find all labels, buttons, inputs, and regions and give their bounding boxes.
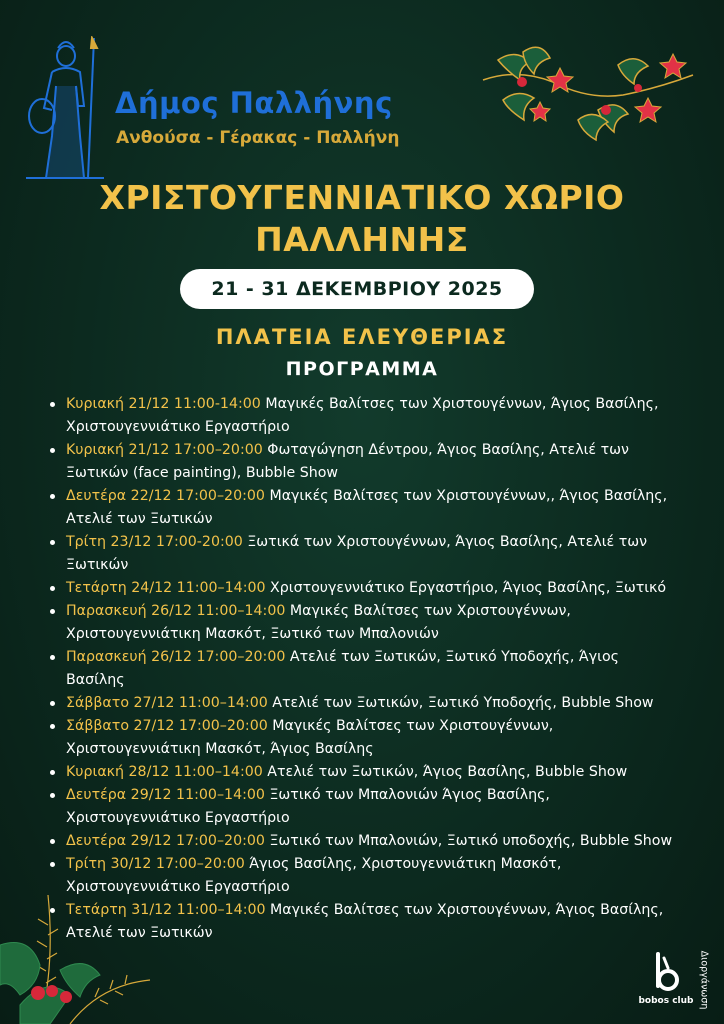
page-title-line1: ΧΡΙΣΤΟΥΓΕΝΝΙΑΤΙΚΟ ΧΩΡΙΟ	[99, 178, 625, 217]
date-badge: 21 - 31 ΔΕΚΕΜΒΡΙΟΥ 2025	[180, 269, 534, 309]
page-title-line2: ΠΑΛΛΗΝΗΣ	[255, 220, 469, 259]
list-item	[46, 646, 676, 692]
bobos-mark-icon	[646, 950, 686, 994]
list-item	[46, 715, 676, 761]
event-description: Μαγικές Βαλίτσες των Χριστουγέννων,, Άγιος Βασίλης, Ατελιέ των Ξωτικών	[66, 488, 668, 527]
list-item	[46, 393, 676, 439]
sponsor-name: bobos club	[638, 996, 694, 1006]
event-description: Μαγικές Βαλίτσες των Χριστουγέννων, Χριστουγεννιάτικη Μασκότ, Ξωτικό των Μπαλονιών	[66, 603, 571, 642]
municipality-logo	[22, 36, 400, 186]
event-description: Χριστουγεννιάτικο Εργαστήριο, Άγιος Βασίλης, Ξωτικό	[265, 580, 667, 596]
event-time: Κυριακή 21/12 17:00–20:00	[66, 442, 263, 458]
event-description: Άγιος Βασίλης, Χριστουγεννιάτικη Μασκότ, Χριστουγεννιάτικο Εργαστήριο	[66, 856, 562, 895]
event-description: Ατελιέ των Ξωτικών, Άγιος Βασίλης, Bubble Show	[262, 764, 628, 780]
municipality-name: Δήμος Παλλήνης	[115, 86, 393, 120]
event-time: Δευτέρα 29/12 11:00–14:00	[66, 787, 265, 803]
event-description: Ξωτικό των Μπαλονιών Άγιος Βασίλης, Χριστουγεννιάτικο Εργαστήριο	[66, 787, 550, 826]
event-description: Μαγικές Βαλίτσες των Χριστουγέννων, Άγιος Βασίλης, Ατελιέ των Ξωτικών	[66, 902, 664, 941]
event-time: Παρασκευή 26/12 17:00–20:00	[66, 649, 286, 665]
sponsor-logo	[638, 950, 694, 1016]
event-description: Φωταγώγηση Δέντρου, Άγιος Βασίλης, Ατελιέ των Ξωτικών (face painting), Bubble Show	[66, 442, 629, 481]
event-description: Μαγικές Βαλίτσες των Χριστουγέννων, Χριστουγεννιάτικη Μασκότ, Άγιος Βασίλης	[66, 718, 554, 757]
location-heading: ΠΛΑΤΕΙΑ ΕΛΕΥΘΕΡΙΑΣ	[215, 325, 509, 349]
event-time: Σάββατο 27/12 17:00–20:00	[66, 718, 268, 734]
athena-statue-icon	[22, 36, 108, 184]
municipality-subtitle: Ανθούσα - Γέρακας - Παλλήνη	[116, 128, 400, 148]
list-item	[46, 692, 676, 715]
event-time: Κυριακή 28/12 11:00–14:00	[66, 764, 263, 780]
event-description: Ξωτικό των Μπαλονιών, Ξωτικό υποδοχής, Bubble Show	[264, 833, 673, 849]
list-item	[46, 577, 676, 600]
event-time: Τετάρτη 31/12 11:00–14:00	[66, 902, 266, 918]
event-time: Δευτέρα 29/12 17:00–20:00	[66, 833, 265, 849]
list-item	[46, 531, 676, 577]
event-time: Κυριακή 21/12 11:00-14:00	[66, 396, 261, 412]
event-time: Παρασκευή 26/12 11:00–14:00	[66, 603, 286, 619]
event-description: Ατελιέ των Ξωτικών, Ξωτικό Υποδοχής, Bubble Show	[267, 695, 654, 711]
program-heading: ΠΡΟΓΡΑΜΜΑ	[285, 358, 439, 380]
list-item	[46, 485, 676, 531]
event-time: Τετάρτη 24/12 11:00–14:00	[66, 580, 266, 596]
event-description: Μαγικές Βαλίτσες των Χριστουγέννων, Άγιος Βασίλης, Χριστουγεννιάτικο Εργαστήριο	[66, 396, 659, 435]
organizer-label	[694, 940, 714, 1020]
event-description: Ξωτικά των Χριστουγέννων, Άγιος Βασίλης, Ατελιέ των Ξωτικών	[66, 534, 648, 573]
schedule-list	[46, 393, 676, 945]
event-description: Ατελιέ των Ξωτικών, Ξωτικό Υποδοχής, Άγιος Βασίλης	[66, 649, 619, 688]
list-item	[46, 784, 676, 830]
event-time: Δευτέρα 22/12 17:00–20:00	[66, 488, 265, 504]
list-item	[46, 830, 676, 853]
event-time: Τρίτη 23/12 17:00-20:00	[66, 534, 243, 550]
holly-branch-icon	[0, 885, 160, 1024]
holly-garland-icon	[478, 40, 698, 145]
organizer-text: Διοργάνωση	[698, 950, 710, 1010]
list-item	[46, 600, 676, 646]
event-time: Τρίτη 30/12 17:00–20:00	[66, 856, 245, 872]
event-time: Σάββατο 27/12 11:00–14:00	[66, 695, 268, 711]
list-item	[46, 761, 676, 784]
list-item	[46, 439, 676, 485]
